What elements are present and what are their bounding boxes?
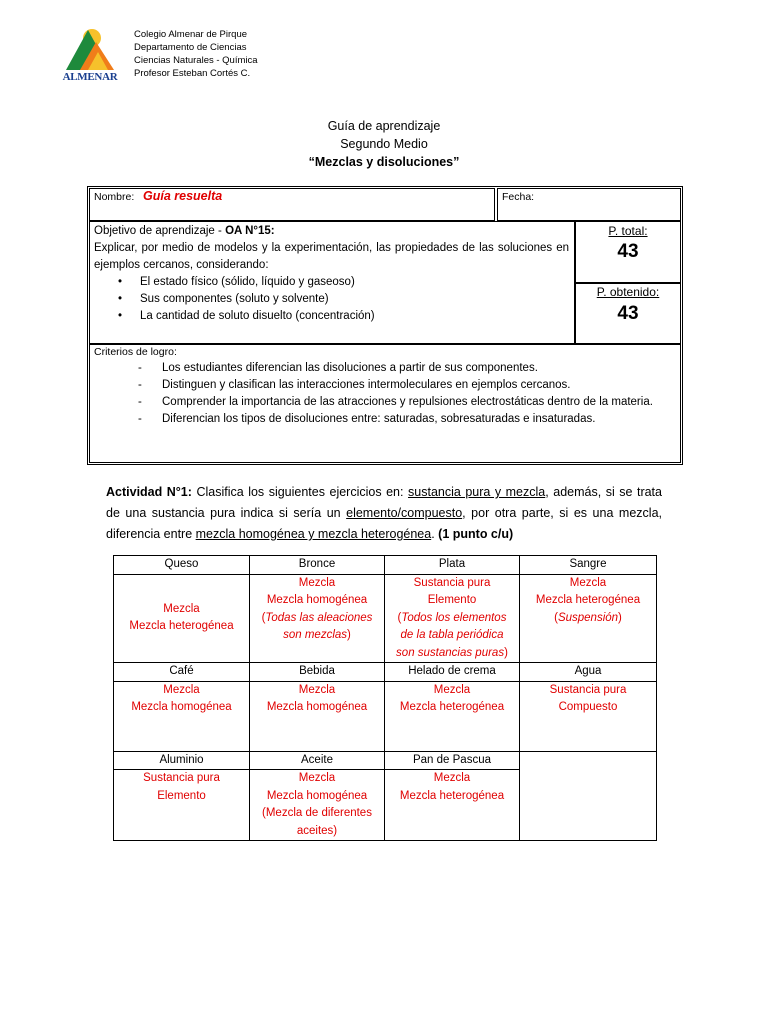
objective-item: • La cantidad de soluto disuelto (concentración) [94,308,569,325]
obtained-label: P. obtenido: [596,285,660,299]
date-box [497,188,681,221]
criteria-item: - Los estudiantes diferencian las disoluciones a partir de sus componentes. [94,360,676,377]
answer-line: Mezcla [298,576,336,589]
title-line-1: Guía de aprendizaje [327,119,441,133]
activity-points: (1 punto c/u) [438,527,514,541]
header-cell: Agua [520,663,657,682]
answer-cell [250,681,385,751]
answer-cell [385,574,520,663]
header-cell: Sangre [520,556,657,575]
answer-line: Mezcla heterogénea [535,594,641,606]
table-header-row [114,556,657,575]
name-label: Nombre: [94,191,135,203]
header-cell: Bronce [250,556,385,575]
total-value: 43 [617,241,639,262]
activity-instructions [106,482,662,545]
title-line-2: Segundo Medio [340,137,428,151]
objective-label: Objetivo de aprendizaje - [94,225,226,237]
table-row [114,681,657,751]
answer-line: Sustancia pura [549,683,627,696]
activity-text: Clasifica los siguientes ejercicios en: [191,485,409,499]
note-text: Todas las aleaciones son mezclas [265,611,373,641]
header-cell: Aceite [250,751,385,770]
document-title [0,117,768,171]
answer-line: Mezcla [569,576,607,589]
answer-note [387,610,517,663]
table-row [114,574,657,663]
activity-label: Actividad N°1: [106,485,192,499]
criteria-item: - Distinguen y clasifican las interacciones intermoleculares en ejemplos cercanos. [94,377,676,394]
answer-cell [250,574,385,663]
header-cell: Café [114,663,250,682]
answer-line: Mezcla homogénea [266,594,368,606]
criteria-item: - Comprender la importancia de las atracciones y repulsiones electrostáticas dentro de la materia. [94,394,676,411]
answer-line: Elemento [157,789,206,802]
criteria-box [89,344,681,463]
header-cell: Bebida [250,663,385,682]
answer-line: Mezcla heterogénea [399,789,505,802]
classification-table [113,555,657,841]
answer-line: Mezcla homogénea [266,789,368,802]
activity-text: . [431,527,439,541]
note-text: Suspensión [557,611,619,624]
answer-cell [385,681,520,751]
note-paren: ( [261,611,266,624]
answer-cell [520,681,657,751]
answer-line: Mezcla [298,772,336,784]
activity-underlined: sustancia pura y mezcla [408,485,546,499]
answer-line: Mezcla [163,602,200,615]
obtained-points-box [575,283,681,344]
criteria-list [94,360,676,428]
activity-text: , por otra parte, si es una mezcla, diferencia entre [106,506,662,541]
answer-cell [250,770,385,841]
table-header-row [114,663,657,682]
objective-list [94,274,569,325]
subject: Ciencias Naturales - Química [134,55,258,66]
objective-item: • El estado físico (sólido, líquido y gaseoso) [94,274,569,291]
answer-note [252,610,382,645]
answer-line: Elemento [427,594,477,606]
objective-heading [94,223,569,240]
empty-cell [520,751,657,841]
criteria-label: Criterios de logro: [94,346,177,358]
activity-underlined: elemento/compuesto [346,506,463,520]
total-points-box [575,221,681,283]
header-cell: Plata [385,556,520,575]
date-label: Fecha: [502,191,535,203]
department: Departamento de Ciencias [134,42,247,53]
note-paren: ( [397,611,402,624]
answer-cell [114,574,250,663]
activity-underlined: mezcla homogénea y mezcla heterogénea [195,527,432,541]
answer-line: Sustancia pura [143,772,220,784]
name-box [89,188,495,221]
answer-line: Compuesto [558,701,618,713]
note-paren: ) [618,611,622,624]
answer-line: Mezcla [298,683,336,696]
objective-box [89,221,575,344]
note-paren: ( [554,611,558,624]
answer-cell [114,681,250,751]
total-label: P. total: [608,224,648,238]
objective-code: OA N°15: [225,225,275,237]
answer-line: Mezcla [433,683,471,696]
note-text: Todos los elementos de la tabla periódica son sustancias puras [396,611,507,659]
answer-cell [114,770,250,841]
answer-line: Mezcla homogénea [266,701,368,713]
answer-line: Mezcla heterogénea [399,701,505,713]
answer-note: (Mezcla de diferentes aceites) [262,807,372,837]
objective-item: • Sus componentes (soluto y solvente) [94,291,569,308]
school-logo [58,24,122,86]
header-cell: Pan de Pascua [385,751,520,770]
school-name: Colegio Almenar de Pirque [134,29,248,40]
criteria-item: - Diferencian los tipos de disoluciones entre: saturadas, sobresaturadas e insaturadas. [94,411,676,428]
answer-line: Mezcla [433,772,471,784]
answer-line: Mezcla [163,683,200,696]
note-paren: ) [347,629,351,641]
school-info [134,28,258,80]
answer-line: Mezcla heterogénea [129,620,234,633]
header-cell: Aluminio [114,751,250,770]
obtained-value: 43 [617,303,639,324]
header-cell: Queso [114,556,250,575]
note-paren: ) [504,646,508,659]
header-cell: Helado de crema [385,663,520,682]
name-value: Guía resuelta [143,189,223,203]
answer-cell [385,770,520,841]
teacher: Profesor Esteban Cortés C. [134,68,251,79]
table-header-row [114,751,657,770]
answer-line: Mezcla homogénea [131,701,232,713]
title-line-3: “Mezclas y disoluciones” [308,155,460,169]
answer-line: Sustancia pura [413,576,491,589]
objective-text: Explicar, por medio de modelos y la experimentación, las propiedades de las soluciones en ejemplos cercanos, considerando: [94,242,569,271]
answer-note [522,610,654,628]
answer-cell [520,574,657,663]
activity-text: , además, si se trata de una sustancia pura indica si sería un [106,485,662,520]
logo-text: ALMENAR [62,71,118,83]
